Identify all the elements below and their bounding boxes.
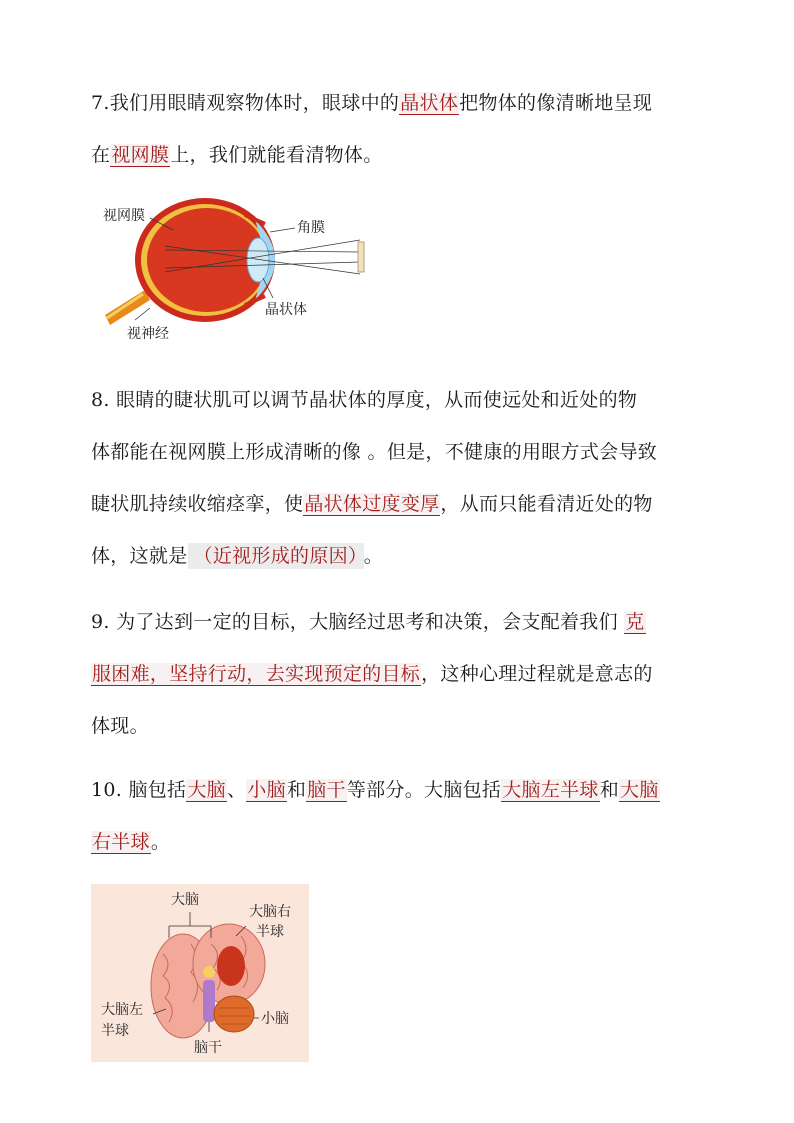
q9-answer: 服困难，坚持行动，去实现预定的目标 bbox=[92, 663, 421, 685]
q8-text: 8. 眼睛的睫状肌可以调节晶状体的厚度，从而使远处和近处的物 bbox=[91, 389, 638, 411]
q10-text: 10. 脑包括 bbox=[91, 779, 187, 801]
leader-line bbox=[270, 228, 295, 232]
leader-line bbox=[135, 308, 150, 320]
q8-paragraph bbox=[91, 374, 703, 582]
brain-diagram bbox=[91, 884, 309, 1062]
label-optic-nerve: 视神经 bbox=[127, 326, 169, 342]
q8-text: 。 bbox=[363, 545, 384, 567]
q10-answer-left-hemisphere: 大脑左半球 bbox=[502, 779, 599, 801]
q10-answer-right-hemisphere: 大脑 bbox=[620, 779, 659, 801]
inner-structure bbox=[203, 966, 215, 978]
candle-object bbox=[358, 242, 364, 272]
q10-text: 、 bbox=[226, 779, 247, 801]
label-right-hemisphere: 大脑右 bbox=[249, 904, 291, 920]
label-brainstem: 脑干 bbox=[194, 1040, 222, 1056]
q10-answer-cerebrum: 大脑 bbox=[187, 779, 226, 801]
eye-diagram-svg bbox=[95, 190, 385, 350]
cerebellum-shape bbox=[214, 996, 254, 1032]
label-lens: 晶状体 bbox=[265, 302, 307, 318]
label-left-hemisphere: 半球 bbox=[101, 1023, 129, 1039]
brain-diagram-svg bbox=[91, 884, 309, 1062]
label-cornea: 角膜 bbox=[297, 220, 325, 236]
q10-answer-cerebellum: 小脑 bbox=[247, 779, 286, 801]
q7-text: 在 bbox=[91, 144, 111, 166]
q10-text: 等部分。大脑包括 bbox=[346, 779, 502, 801]
q9-text: 体现。 bbox=[91, 715, 149, 737]
q10-text: 。 bbox=[150, 831, 171, 853]
q9-paragraph bbox=[91, 596, 703, 752]
label-left-hemisphere: 大脑左 bbox=[101, 1002, 143, 1018]
q8-text: 体都能在视网膜上形成清晰的像 。但是，不健康的用眼方式会导致 bbox=[91, 441, 658, 463]
q7-answer-lens: 晶状体 bbox=[400, 92, 459, 114]
q8-text: 睫状肌持续收缩痉挛，使 bbox=[91, 493, 304, 515]
q10-paragraph bbox=[91, 764, 703, 868]
q7-text: 7.我们用眼睛观察物体时，眼球中的 bbox=[91, 92, 400, 114]
q10-answer-brainstem: 脑干 bbox=[307, 779, 346, 801]
q8-text: ，从而只能看清近处的物 bbox=[440, 493, 653, 515]
q7-answer-retina: 视网膜 bbox=[111, 144, 170, 166]
q10-text: 和 bbox=[286, 779, 307, 801]
q8-text: 体，这就是 bbox=[91, 545, 188, 567]
eye-diagram bbox=[95, 190, 385, 350]
q7-paragraph bbox=[91, 77, 703, 181]
q10-text: 和 bbox=[599, 779, 620, 801]
brainstem-shape bbox=[203, 980, 215, 1022]
q8-answer: 晶状体过度变厚 bbox=[304, 493, 440, 515]
q8-answer-paren: （近视形成的原因） bbox=[188, 543, 364, 569]
label-retina: 视网膜 bbox=[103, 208, 145, 224]
q7-text: 把物体的像清晰地呈现 bbox=[459, 92, 653, 114]
inner-structure bbox=[217, 946, 245, 986]
label-cerebellum: 小脑 bbox=[261, 1011, 289, 1027]
q10-answer-right-hemisphere: 右半球 bbox=[92, 831, 150, 853]
label-right-hemisphere: 半球 bbox=[256, 924, 284, 940]
q9-answer: 克 bbox=[625, 611, 645, 633]
lens-shape bbox=[247, 238, 269, 282]
label-cerebrum: 大脑 bbox=[171, 892, 199, 908]
q7-text: 上，我们就能看清物体。 bbox=[170, 144, 383, 166]
q9-text: ，这种心理过程就是意志的 bbox=[421, 663, 653, 685]
q9-text: 9. 为了达到一定的目标，大脑经过思考和决策，会支配着我们 bbox=[91, 611, 618, 633]
